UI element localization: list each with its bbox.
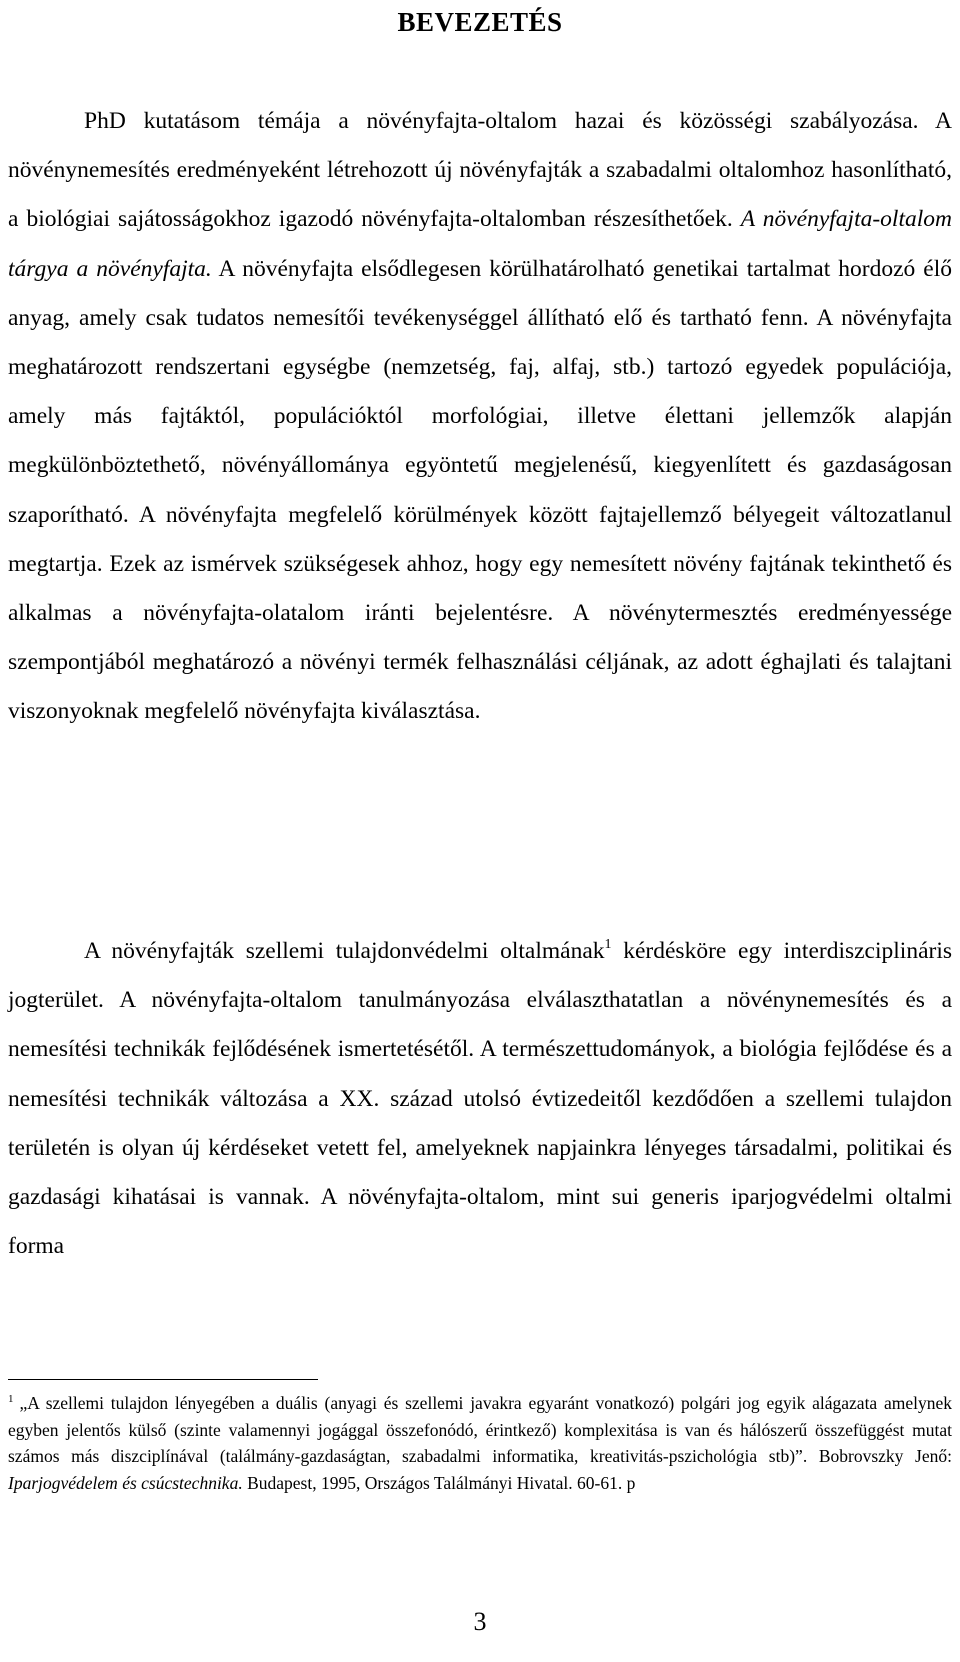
footnote-text-b: Budapest, 1995, Országos Találmányi Hivatal. 60-61. p (242, 1472, 636, 1493)
paragraph-1-italic: A növényfajta-oltalom tárgya a növényfajta. (8, 206, 952, 282)
footnote-text-a: „A szellemi tulajdon lényegében a duális (anyagi és szellemi javakra egyaránt vonatkozó) polgári jog egyik alágazata amelynek egyben jelentős külső (szinte valamennyi jogággal összefonódó, érintkező) komplexitása is van és hálószerű összefüggést mutat számos más diszciplínával (találmány-gazdaságtan, szabadalmi informatika, kreativitás-pszichológia stb)”. Bobrovszky Jenő: (8, 1393, 952, 1466)
paragraph-2-text-a: A növényfajták szellemi tulajdonvédelmi oltalmának (84, 938, 605, 964)
paragraph-1-text-b: A növényfajta elsődlegesen körülhatárolható genetikai tartalmat hordozó élő anyag, amely csak tudatos nemesítői tevékenységgel állítható elő és tartható fenn. A növényfajta meghatározott rendszertani egységbe (nemzetség, faj, alfaj, stb.) tartozó egyedek populációja, amely más fajtáktól, populációktól morfológiai, illetve élettani jellemzők alapján megkülönböztethető, növényállománya egyöntetű megjelenésű, kiegyenlített és gazdaságosan szaporítható. A növényfajta megfelelő körülmények között fajtajellemző bélyegeit változatlanul megtartja. Ezek az ismérvek szükségesek ahhoz, hogy egy nemesített növény fajtának tekinthető és alkalmas a növényfajta-olatalom iránti bejelentésre. A növénytermesztés eredményessége szempontjából meghatározó a növényi termék felhasználási céljának, az adott éghajlati és talajtani viszonyoknak megfelelő növényfajta kiválasztása. (8, 255, 952, 725)
page-number: 3 (473, 1607, 487, 1636)
footnote (8, 1390, 952, 1496)
paragraph-2-text-b: kérdésköre egy interdiszciplináris jogterület. A növényfajta-oltalom tanulmányozása elválaszthatatlan a növénynemesítés és a nemesítési technikák fejlődésének ismertetésétől. A természettudományok, a biológia fejlődése és a nemesítési technikák változása a XX. század utolsó évtizedeitől kezdődően a szellemi tulajdon területén is olyan új kérdéseket vetett fel, amelyeknek napjainkra lényeges társadalmi, politikai és gazdasági kihatásai is vannak. A növényfajta-oltalom, mint sui generis iparjogvédelmi oltalmi forma (8, 938, 953, 1260)
footnote-italic-title: Iparjogvédelem és csúcstechnika. (8, 1472, 243, 1493)
body-paragraph-1 (8, 97, 952, 737)
body-paragraph-2 (8, 927, 952, 1271)
page-title: BEVEZETÉS (397, 7, 563, 37)
footnote-reference[interactable]: 1 (604, 937, 612, 952)
footnote-separator (8, 1379, 318, 1380)
footnote-marker: 1 (8, 1393, 14, 1405)
paragraph-1-text-a: PhD kutatásom témája a növényfajta-oltalom hazai és közösségi szabályozása. A növénynemesítés eredményeként létrehozott új növényfajták a szabadalmi oltalomhoz hasonlítható, a biológiai sajátosságokhoz igazodó növényfajta-oltalomban részesíthetőek. (8, 108, 952, 233)
